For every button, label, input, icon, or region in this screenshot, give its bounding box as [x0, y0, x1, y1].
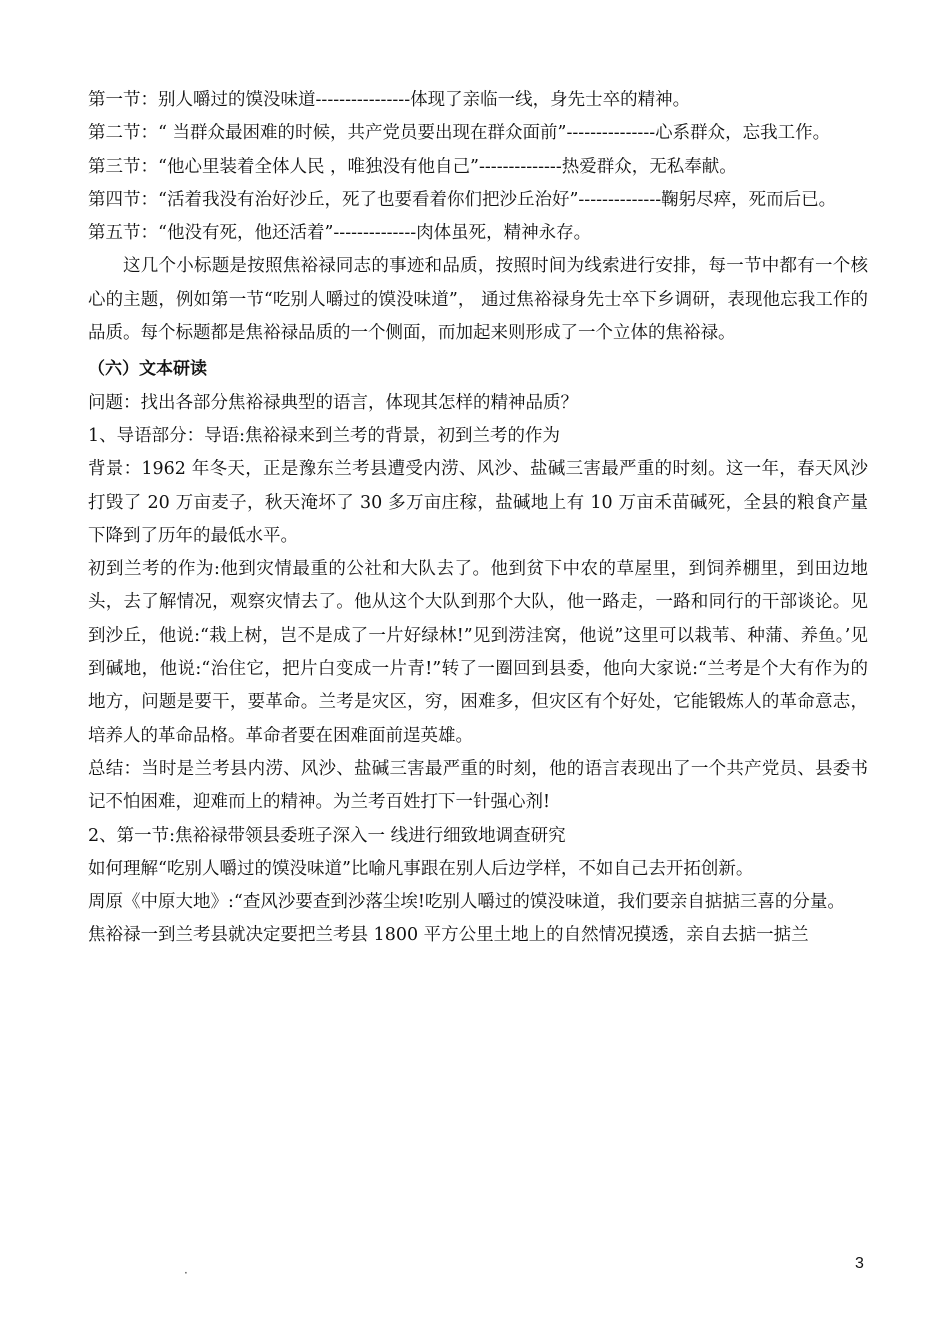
- part-two-title: 2、第一节:焦裕禄带领县委班子深入一 线进行细致地调查研究: [88, 825, 566, 846]
- section-3-line: 第三节：“他心里装着全体人民 ，唯独没有他自己”--------------热爱群众，无私奉献。: [88, 156, 737, 177]
- survey-paragraph: 焦裕禄一到兰考县就决定要把兰考县 1800 平方公里土地上的自然情况摸透，亲自去掂一掂兰: [88, 925, 809, 946]
- conclusion-paragraph: 总结：当时是兰考县内涝、风沙、盐碱三害最严重的时刻，他的语言表现出了一个共产党员、县委书记不怕困难，迎难而上的精神。为兰考百姓打下一针强心剂!: [88, 758, 868, 813]
- intro-part-title: 1、导语部分：导语:焦裕禄来到兰考的背景，初到兰考的作为: [88, 425, 561, 446]
- footer-dot: ·: [184, 1266, 188, 1280]
- background-paragraph: 背景：1962 年冬天，正是豫东兰考县遭受内涝、风沙、盐碱三害最严重的时刻。这一年，春天风沙打毁了 20 万亩麦子，秋天淹坏了 30 多万亩庄稼，盐碱地上有 10 万亩禾苗碱死，全县的粮食产量下降到了历年的最低水平。: [88, 459, 868, 546]
- metaphor-paragraph: 如何理解“吃别人嚼过的馍没味道”比喻凡事跟在别人后边学样，不如自己去开拓创新。: [88, 858, 754, 879]
- quote-paragraph: 周原《中原大地》:“查风沙要查到沙落尘埃!吃别人嚼过的馍没味道，我们要亲自掂掂三喜的分量。: [88, 892, 845, 913]
- page-number: 3: [855, 1255, 864, 1272]
- section-5-line: 第五节：“他没有死，他还活着”--------------肉体虽死，精神永存。: [88, 223, 592, 244]
- section-1-line: 第一节：别人嚼过的馍没味道----------------体现了亲临一线，身先士卒的精神。: [88, 90, 691, 110]
- actions-paragraph: 初到兰考的作为:他到灾情最重的公社和大队去了。他到贫下中农的草屋里，到饲养棚里，到田边地头，去了解情况，观察灾情去了。他从这个大队到那个大队，他一路走，一路和同行的干部谈论。见到沙丘，他说:“栽上树，岂不是成了一片好绿林!”见到涝洼窝，他说”这里可以栽苇、种蒲、养鱼。’见到碱地，他说:“治住它，把片白变成一片青!”转了一圈回到县委，他向大家说:“兰考是个大有作为的地方，问题是要干，要革命。兰考是灾区，穷，困难多，但灾区有个好处，它能锻炼人的革命意志，培养人的革命品格。革命者要在困难面前逞英雄。: [88, 559, 868, 746]
- section-heading: （六）文本研读: [88, 359, 207, 380]
- question-paragraph: 问题：找出各部分焦裕禄典型的语言，体现其怎样的精神品质？: [88, 392, 578, 413]
- section-2-line: 第二节：“ 当群众最困难的时候，共产党员要出现在群众面前”---------------心系群众，忘我工作。: [88, 123, 831, 144]
- section-4-line: 第四节：“活着我没有治好沙丘，死了也要看着你们把沙丘治好”--------------鞠躬尽瘁，死而后已。: [88, 189, 837, 210]
- page-body: [88, 84, 868, 953]
- summary-paragraph: 这几个小标题是按照焦裕禄同志的事迹和品质，按照时间为线索进行安排，每一节中都有一个核心的主题，例如第一节“吃别人嚼过的馍没味道”， 通过焦裕禄身先士卒下乡调研，表现他忘我工作的品质。每个标题都是焦裕禄品质的一个侧面，而加起来则形成了一个立体的焦裕禄。: [88, 256, 868, 344]
